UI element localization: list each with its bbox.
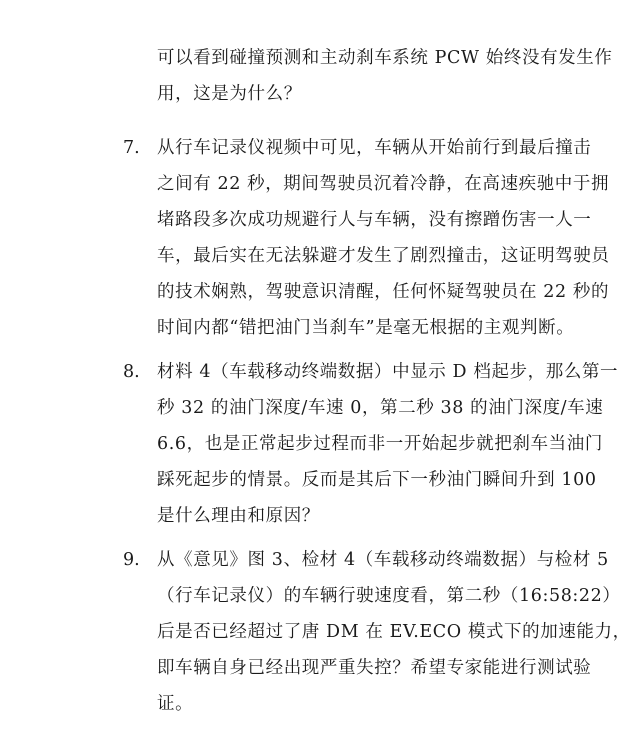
continuation-line: 可以看到碰撞预测和主动刹车系统 PCW 始终没有发生作 bbox=[157, 48, 613, 68]
list-item-line: 踩死起步的情景。反而是其后下一秒油门瞬间升到 100 bbox=[157, 470, 597, 490]
list-item-line: 证。 bbox=[157, 694, 194, 714]
list-item-line: 的技术娴熟，驾驶意识清醒，任何怀疑驾驶员在 22 秒的 bbox=[157, 282, 610, 302]
list-item-line: 后是否已经超过了唐 DM 在 EV.ECO 模式下的加速能力， bbox=[157, 622, 631, 642]
list-item-number: 7. bbox=[123, 138, 140, 158]
list-item-line: 时间内都“错把油门当刹车”是毫无根据的主观判断。 bbox=[157, 318, 575, 338]
list-item-line: 是什么理由和原因？ bbox=[157, 506, 320, 526]
list-item-line: 从《意见》图 3、检材 4（车载移动终端数据）与检材 5 bbox=[157, 550, 609, 570]
list-item-line: 之间有 22 秒，期间驾驶员沉着冷静，在高速疾驰中于拥 bbox=[157, 174, 610, 194]
list-item-line: 即车辆自身已经出现严重失控？希望专家能进行测试验 bbox=[157, 658, 592, 678]
list-item-number: 9. bbox=[123, 550, 140, 570]
list-item-line: 堵路段多次成功规避行人与车辆，没有擦蹭伤害一人一 bbox=[157, 210, 592, 230]
list-item-line: 从行车记录仪视频中可见，车辆从开始前行到最后撞击 bbox=[157, 138, 592, 158]
list-item-line: 车，最后实在无法躲避才发生了剧烈撞击，这证明驾驶员 bbox=[157, 246, 610, 266]
list-item-line: （行车记录仪）的车辆行驶速度看，第二秒（16:58:22） bbox=[157, 586, 621, 606]
continuation-line: 用，这是为什么？ bbox=[157, 84, 302, 104]
list-item-number: 8. bbox=[123, 362, 140, 382]
list-item-line: 秒 32 的油门深度/车速 0，第二秒 38 的油门深度/车速 bbox=[157, 398, 604, 418]
list-item-line: 材料 4（车载移动终端数据）中显示 D 档起步，那么第一 bbox=[157, 362, 619, 382]
list-item-line: 6.6，也是正常起步过程而非一开始起步就把刹车当油门 bbox=[157, 434, 603, 454]
